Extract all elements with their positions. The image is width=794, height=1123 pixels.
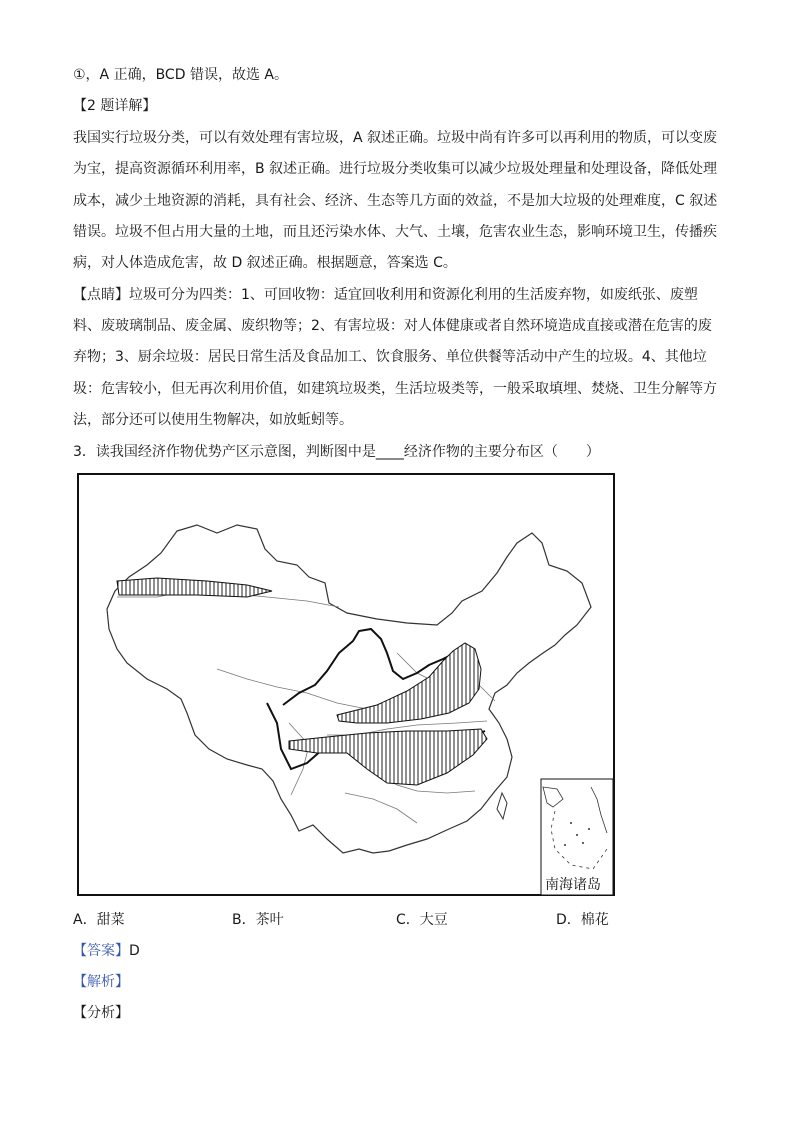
section-heading: 【2 题详解】: [73, 98, 157, 114]
text-line: 圾：危害较小，但无再次利用价值，如建筑垃圾类，生活垃圾类等，一般采取填埋、焚烧、卫生分解等方: [73, 381, 717, 397]
text-line: 成本，减少土地资源的消耗，具有社会、经济、生态等几方面的效益，不是加大垃圾的处理难度，C 叙述: [73, 193, 718, 209]
inset-label: 南海诸岛: [545, 877, 601, 893]
text-line: 料、废玻璃制品、废金属、废织物等；2、有害垃圾：对人体健康或者自然环境造成直接或潜在危害的废: [73, 318, 712, 334]
option-b[interactable]: B．茶叶: [232, 912, 284, 928]
text-line: 错误。垃圾不但占用大量的土地，而且还污染水体、大气、土壤，危害农业生态，影响环境卫生，传播疾: [73, 224, 717, 240]
text-line: 【点睛】垃圾可分为四类：1、可回收物：适宜回收利用和资源化利用的生活废弃物，如废纸张、废塑: [73, 287, 698, 303]
analysis-heading: 【解析】: [73, 974, 129, 990]
option-a[interactable]: A．甜菜: [73, 912, 125, 928]
question-3: 3．读我国经济作物优势产区示意图，判断图中是____经济作物的主要分布区（ ）: [73, 444, 600, 460]
answer-line: [73, 942, 140, 960]
answer-label: 【答案】: [73, 943, 129, 959]
text-line: ①，A 正确，BCD 错误，故选 A。: [73, 67, 288, 83]
text-line: 病，对人体造成危害，故 D 叙述正确。根据题意，答案选 C。: [73, 255, 457, 271]
text-line: 弃物；3、厨余垃圾：居民日常生活及食品加工、饮食服务、单位供餐等活动中产生的垃圾。4、其他垃: [73, 349, 707, 365]
south-china-sea-inset: [541, 779, 613, 895]
text-line: 法，部分还可以使用生物解决，如放蚯蚓等。: [73, 412, 353, 428]
text-line: 我国实行垃圾分类，可以有效处理有害垃圾，A 叙述正确。垃圾中尚有许多可以再利用的物质，可以变废: [73, 130, 718, 146]
text-line: 为宝，提高资源循环利用率，B 叙述正确。进行垃圾分类收集可以减少垃圾处理量和处理设备，降低处理: [73, 161, 718, 177]
fenxi-heading: 【分析】: [73, 1005, 129, 1021]
answer-value: D: [129, 943, 140, 959]
option-c[interactable]: C．大豆: [396, 912, 448, 928]
china-map: [77, 473, 615, 896]
option-d[interactable]: D．棉花: [556, 912, 609, 928]
